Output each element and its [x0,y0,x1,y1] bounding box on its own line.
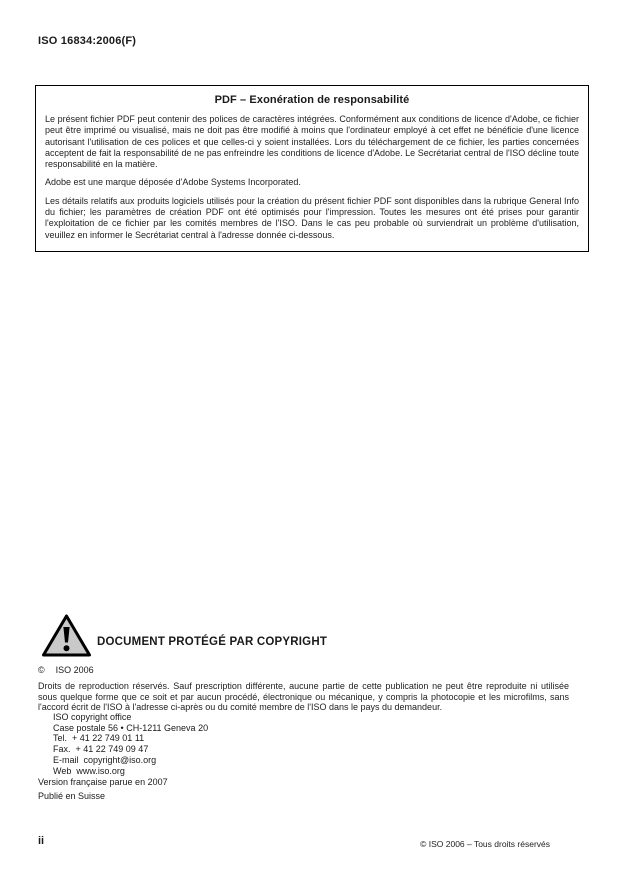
disclaimer-paragraph-2: Adobe est une marque déposée d'Adobe Systems Incorporated. [45,177,301,188]
published-in-note: Publié en Suisse [38,791,106,801]
address-line-web: Web www.iso.org [53,765,125,776]
address-line-tel: Tel. + 41 22 749 01 11 [53,733,145,744]
copyright-year-line [38,665,94,675]
pdf-disclaimer-box [35,85,589,252]
address-line-postal: Case postale 56 • CH-1211 Geneva 20 [53,722,209,733]
disclaimer-title: PDF – Exonération de responsabilité [214,94,410,106]
copyright-protected-heading: DOCUMENT PROTÉGÉ PAR COPYRIGHT [97,636,328,648]
copyright-symbol: © [38,665,45,675]
address-line-fax: Fax. + 41 22 749 09 47 [53,744,149,755]
iso-address-block [53,712,208,776]
footer-copyright-text: © ISO 2006 – Tous droits réservés [420,839,550,849]
warning-triangle-icon [40,612,93,664]
copyright-year: ISO 2006 [55,665,94,675]
french-version-note: Version française parue en 2007 [38,777,168,787]
address-line-email: E-mail copyright@iso.org [53,754,157,765]
address-line-office: ISO copyright office [53,712,132,722]
document-reference-header: ISO 16834:2006(F) [38,35,137,47]
footer-page-number: ii [38,835,45,847]
disclaimer-paragraph-3: Les détails relatifs aux produits logiciels utilisés pour la création du présent fichier PDF sont disponibles dans la rubrique General Info du fichier; les paramètres de création PDF ont été optimisés pour l'impression. Toutes les mesures ont été prises pour garantir l'exploitation de ce fichier par les comités membres de l'ISO. Dans le cas peu probable où surviendrait un problème d'utilisation, veuillez en informer le Secrétariat central à l'adresse donnée ci-dessous. [45,195,579,240]
disclaimer-paragraph-1: Le présent fichier PDF peut contenir des polices de caractères intégrées. Conformément aux conditions de licence d'Adobe, ce fichier peut être imprimé ou visualisé, mais ne doit pas être modifié à moins que l'ordinateur employé à cet effet ne bénéficie d'une licence autorisant l'utilisation de ces polices et que celles-ci y soient installées. Lors du téléchargement de ce fichier, les parties concernées acceptent de fait la responsabilité de ne pas enfreindre les conditions de licence d'Adobe. Le Secrétariat central de l'ISO décline toute responsabilité en la matière. [45,114,579,170]
reproduction-rights-notice: Droits de reproduction réservés. Sauf prescription différente, aucune partie de cette publication ne peut être reproduite ni utilisée sous quelque forme que ce soit et par aucun procédé, électronique ou mécanique, y compris la photocopie et les microfilms, sans l'accord écrit de l'ISO à l'adresse ci-après ou du comité membre de l'ISO dans le pays du demandeur. [38,681,569,713]
